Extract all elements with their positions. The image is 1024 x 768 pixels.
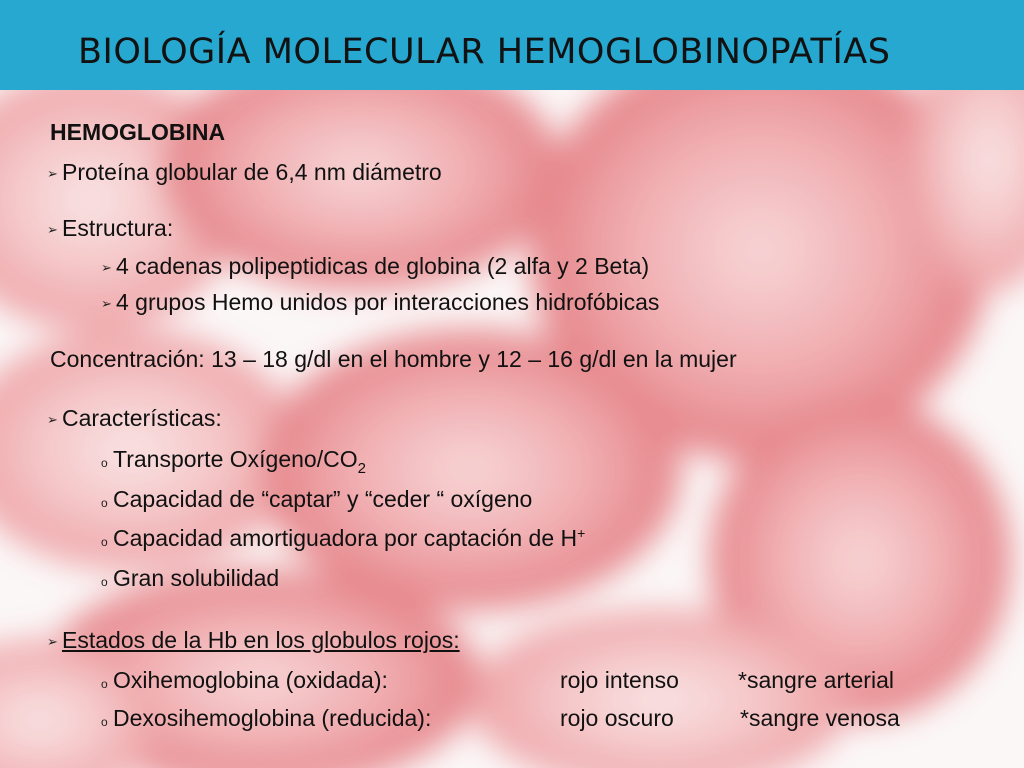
characteristic-item	[101, 485, 532, 517]
superscript: +	[577, 525, 586, 541]
characteristics-bullet	[47, 404, 222, 434]
arrow-bullet-icon: ➢	[47, 412, 58, 427]
section-heading: HEMOGLOBINA	[50, 119, 226, 145]
characteristic-text: Gran solubilidad	[113, 565, 280, 591]
states-label: Estados de la Hb en los globulos rojos:	[62, 627, 460, 653]
structure-label: Estructura:	[62, 215, 174, 241]
state-name: Dexosihemoglobina (reducida):	[113, 705, 432, 731]
subscript: 2	[357, 460, 366, 477]
concentration-line: Concentración: 13 – 18 g/dl en el hombre y 12 – 16 g/dl en la mujer	[50, 346, 737, 372]
arrow-bullet-icon: ➢	[101, 296, 112, 311]
structure-bullet	[47, 214, 173, 244]
characteristic-text: Capacidad amortiguadora por captación de H	[113, 525, 578, 551]
characteristics-label: Características:	[62, 405, 222, 431]
circle-bullet-icon: o	[101, 677, 108, 691]
circle-bullet-icon: o	[101, 535, 108, 549]
structure-item-text: 4 cadenas polipeptidicas de globina (2 alfa y 2 Beta)	[116, 253, 650, 279]
arrow-bullet-icon: ➢	[47, 166, 58, 181]
circle-bullet-icon: o	[101, 456, 108, 470]
circle-bullet-icon: o	[101, 575, 108, 589]
characteristic-item	[101, 564, 279, 596]
arrow-bullet-icon: ➢	[47, 634, 58, 649]
slide-title: BIOLOGÍA MOLECULAR HEMOGLOBINOPATÍAS	[78, 32, 891, 72]
states-bullet	[47, 626, 460, 656]
structure-item	[101, 288, 659, 318]
state-name: Oxihemoglobina (oxidada):	[113, 667, 388, 693]
state-color: rojo intenso	[560, 667, 679, 693]
arrow-bullet-icon: ➢	[47, 222, 58, 237]
circle-bullet-icon: o	[101, 715, 108, 729]
state-row	[101, 704, 981, 732]
state-blood: *sangre venosa	[740, 705, 900, 731]
protein-bullet	[47, 158, 442, 188]
state-color: rojo oscuro	[560, 705, 674, 731]
arrow-bullet-icon: ➢	[101, 260, 112, 275]
protein-text: Proteína globular de 6,4 nm diámetro	[62, 159, 442, 185]
structure-item	[101, 252, 649, 282]
characteristic-text: Capacidad de “captar” y “ceder “ oxígeno	[113, 486, 533, 512]
characteristic-text: Transporte Oxígeno/CO	[113, 446, 358, 472]
characteristic-item	[101, 445, 366, 477]
characteristic-item	[101, 524, 585, 556]
state-row	[101, 666, 981, 694]
state-blood: *sangre arterial	[738, 667, 894, 693]
structure-item-text: 4 grupos Hemo unidos por interacciones hidrofóbicas	[116, 289, 660, 315]
circle-bullet-icon: o	[101, 496, 108, 510]
